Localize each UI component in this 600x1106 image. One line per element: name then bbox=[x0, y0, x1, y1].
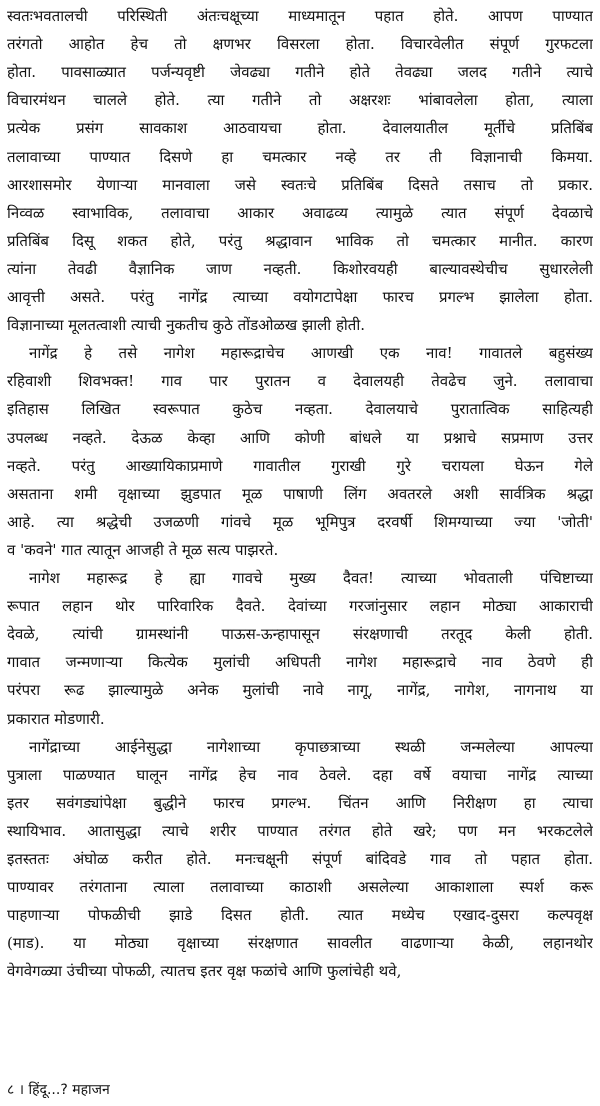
text-line: वेगवेगळ्या उंचीच्या पोफळी, त्यातच इतर वृक्ष फळांचे आणि फुलांचेही थवे, bbox=[7, 962, 402, 981]
text-line: विज्ञानाच्या मूलतत्वाशी त्याची नुकतीच कुठे तोंडओळख झाली होती. bbox=[7, 316, 366, 335]
text-line: गावात जन्मणाऱ्या कित्येक मुलांची अधिपती नागेश महारूद्राचे नाव ठेवणे ही bbox=[7, 653, 593, 672]
text-line: रहिवाशी शिवभक्त! गाव पार पुरातन व देवालयही तेवढेच जुने. तलावाचा bbox=[7, 372, 593, 391]
text-line: देवळे, त्यांची ग्रामस्थांनी पाऊस-ऊन्हापासून संरक्षणाची तरतूद केली होती. bbox=[7, 625, 593, 644]
text-line: होता. पावसाळ्यात पर्जन्यवृष्टी जेवढ्या गतीने होते तेवढ्या जलद गतीने त्याचे bbox=[7, 63, 593, 82]
text-line: प्रतिबिंब दिसू शकत होते, परंतु श्रद्धावान भाविक तो चमत्कार मानीत. कारण bbox=[7, 231, 593, 250]
text-line: विचारमंथन चालले होते. त्या गतीने तो अक्षरशः भांबावलेला होता, त्याला bbox=[7, 91, 593, 110]
text-line: त्यांना तेवढी वैज्ञानिक जाण नव्हती. किशोरवयही बाल्यावस्थेचीच सुधारलेली bbox=[7, 259, 593, 278]
text-line: नव्हते. परंतु आख्यायिकाप्रमाणे गावातील गुराखी गुरे चरायला घेऊन गेले bbox=[7, 456, 593, 475]
text-line: स्थायिभाव. आतासुद्धा त्याचे शरीर पाण्यात तरंगत होते खरे; पण मन भरकटलेले bbox=[7, 821, 593, 840]
text-line: निव्वळ स्वाभाविक, तलावाचा आकार अवाढव्य त्यामुळे त्यात संपूर्ण देवळाचे bbox=[7, 203, 593, 222]
text-line: नागेश महारूद्र हे ह्या गावचे मुख्य दैवत! त्याच्या भोवताली पंचिष्टाच्या bbox=[29, 569, 593, 587]
text-line: प्रत्येक प्रसंग सावकाश आठवायचा होता. देवालयातील मूर्तीचे प्रतिबिंब bbox=[7, 119, 593, 138]
text-line: इतर सवंगड्यांपेक्षा बुद्धीने फारच प्रगल्भ. चिंतन आणि निरीक्षण हा त्याचा bbox=[7, 793, 593, 812]
text-line: पाण्यावर तरंगताना त्याला तलावाच्या काठाशी असलेल्या आकाशाला स्पर्श करू bbox=[7, 878, 593, 897]
text-line: (माड). या मोठ्या वृक्षाच्या संरक्षणात सावलीत वाढणाऱ्या केळी, लहानथोर bbox=[7, 934, 593, 953]
text-line: इतिहास लिखित स्वरूपात कुठेच नव्हता. देवालयाचे पुरातात्विक साहित्यही bbox=[7, 400, 593, 419]
text-line: उपलब्ध नव्हते. देऊळ केव्हा आणि कोणी बांधले या प्रश्नाचे सप्रमाण उत्तर bbox=[7, 428, 593, 447]
text-line: व 'कवने' गात त्यातून आजही ते मूळ सत्य पाझरते. bbox=[7, 540, 279, 559]
text-line: स्वतःभवतालची परिस्थिती अंतःचक्षूच्या माध्यमातून पहात होते. आपण पाण्यात bbox=[7, 7, 593, 25]
text-line: आवृत्ती असते. परंतु नागेंद्र त्याच्या वयोगटापेक्षा फारच प्रगल्भ झालेला होता. bbox=[7, 288, 593, 306]
text-line: इतस्ततः अंघोळ करीत होते. मनःचक्षूनी संपूर्ण बांदिवडे गाव तो पहात होता. bbox=[7, 850, 593, 868]
text-line: प्रकारात मोडणारी. bbox=[7, 709, 105, 728]
text-line: आरशासमोर येणाऱ्या मानवाला जसे स्वतःचे प्रतिबिंब दिसते तसाच तो प्रकार. bbox=[7, 175, 593, 194]
text-line: तरंगतो आहोत हेच तो क्षणभर विसरला होता. विचारवेलीत संपूर्ण गुरफटला bbox=[7, 35, 593, 54]
text-line: परंपरा रूढ झाल्यामुळे अनेक मुलांची नावे नागू, नागेंद्र, नागेश, नागनाथ या bbox=[7, 681, 593, 700]
page-footer: ८ । हिंदू...? महाजन bbox=[7, 1082, 110, 1098]
text-line: आहे. त्या श्रद्धेची उजळणी गांवचे मूळ भूमिपुत्र दरवर्षी शिमग्याच्या ज्या 'जोती' bbox=[7, 512, 593, 531]
text-line: नागेंद्राच्या आईनेसुद्धा नागेशाच्या कृपाछत्राच्या स्थळी जन्मलेल्या आपल्या bbox=[29, 737, 593, 756]
text-line: नागेंद्र हे तसे नागेश महारूद्राचेच आणखी एक नाव! गावातले बहुसंख्य bbox=[29, 344, 593, 363]
text-line: तलावाच्या पाण्यात दिसणे हा चमत्कार नव्हे तर ती विज्ञानाची किमया. bbox=[7, 147, 593, 166]
text-line: पाहणाऱ्या पोफळीची झाडे दिसत होती. त्यात मध्येच एखाद-दुसरा कल्पवृक्ष bbox=[7, 906, 593, 925]
text-line: असताना शमी वृक्षाच्या झुडपात मूळ पाषाणी लिंग अवतरले अशी सार्वत्रिक श्रद्धा bbox=[7, 484, 593, 503]
text-line: पुत्राला पाळण्यात घालून नागेंद्र हेच नाव ठेवले. दहा वर्षे वयाचा नागेंद्र त्याच्या bbox=[7, 765, 593, 784]
text-line: रूपात लहान थोर पारिवारिक दैवते. देवांच्या गरजांनुसार लहान मोठ्या आकाराची bbox=[7, 597, 593, 616]
